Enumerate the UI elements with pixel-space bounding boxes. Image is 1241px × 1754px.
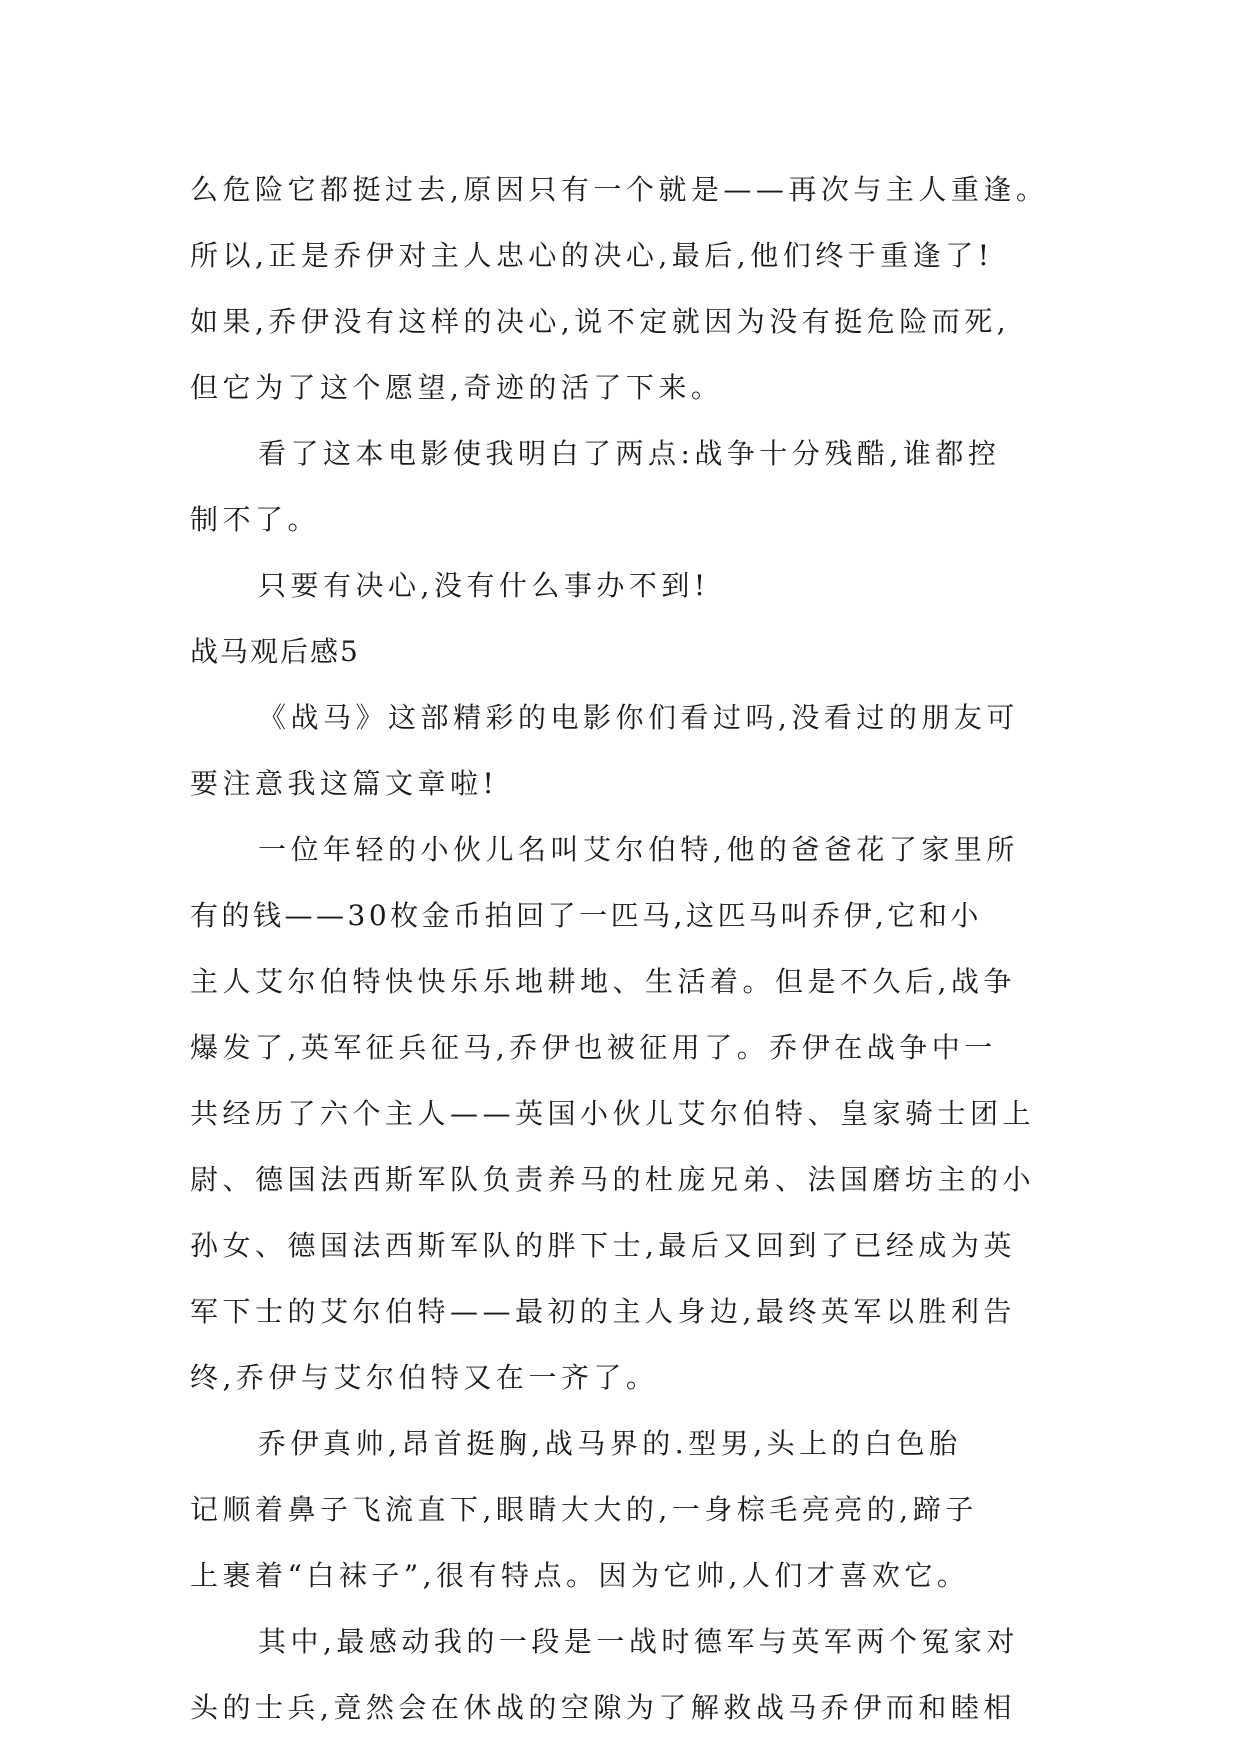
body-text-line: 看了这本电影使我明白了两点:战争十分残酷,谁都控 xyxy=(258,437,1001,470)
body-text-line: 爆发了,英军征兵征马,乔伊也被征用了。乔伊在战争中一 xyxy=(190,1031,997,1064)
body-text-line: 头的士兵,竟然会在休战的空隙为了解救战马乔伊而和睦相 xyxy=(190,1691,1016,1724)
body-text-line: 一位年轻的小伙儿名叫艾尔伯特,他的爸爸花了家里所 xyxy=(258,833,1019,866)
body-text-line: 只要有决心,没有什么事办不到! xyxy=(258,569,710,602)
body-text-line: 《战马》这部精彩的电影你们看过吗,没看过的朋友可 xyxy=(258,701,1019,734)
body-text-line: 孙女、德国法西斯军队的胖下士,最后又回到了已经成为英 xyxy=(190,1229,1016,1262)
body-text-line: 要注意我这篇文章啦! xyxy=(190,767,499,800)
body-text-line: 尉、德国法西斯军队负责养马的杜庞兄弟、法国磨坊主的小 xyxy=(190,1163,1036,1196)
body-text-line: 上裹着“白袜子”,很有特点。因为它帅,人们才喜欢它。 xyxy=(190,1559,970,1592)
body-text-line: 有的钱——30枚金币拍回了一匹马,这匹马叫乔伊,它和小 xyxy=(190,899,982,932)
body-text-line: 么危险它都挺过去,原因只有一个就是——再次与主人重逢。 xyxy=(190,173,1049,206)
section-heading: 战马观后感5 xyxy=(190,635,360,668)
body-text-line: 如果,乔伊没有这样的决心,说不定就因为没有挺危险而死, xyxy=(190,305,1011,338)
body-text-line: 主人艾尔伯特快快乐乐地耕地、生活着。但是不久后,战争 xyxy=(190,965,1016,998)
body-text-line: 军下士的艾尔伯特——最初的主人身边,最终英军以胜利告 xyxy=(190,1295,1016,1328)
body-text-line: 所以,正是乔伊对主人忠心的决心,最后,他们终于重逢了! xyxy=(190,239,994,272)
body-text-line: 终,乔伊与艾尔伯特又在一齐了。 xyxy=(190,1361,659,1394)
body-text-line: 共经历了六个主人——英国小伙儿艾尔伯特、皇家骑士团上 xyxy=(190,1097,1036,1130)
body-text-line: 其中,最感动我的一段是一战时德军与英军两个冤家对 xyxy=(258,1625,1019,1658)
body-text-line: 但它为了这个愿望,奇迹的活了下来。 xyxy=(190,371,724,404)
body-text-line: 制不了。 xyxy=(190,503,321,536)
body-text-line: 乔伊真帅,昂首挺胸,战马界的.型男,头上的白色胎 xyxy=(258,1427,962,1460)
body-text-line: 记顺着鼻子飞流直下,眼睛大大的,一身棕毛亮亮的,蹄子 xyxy=(190,1493,978,1526)
